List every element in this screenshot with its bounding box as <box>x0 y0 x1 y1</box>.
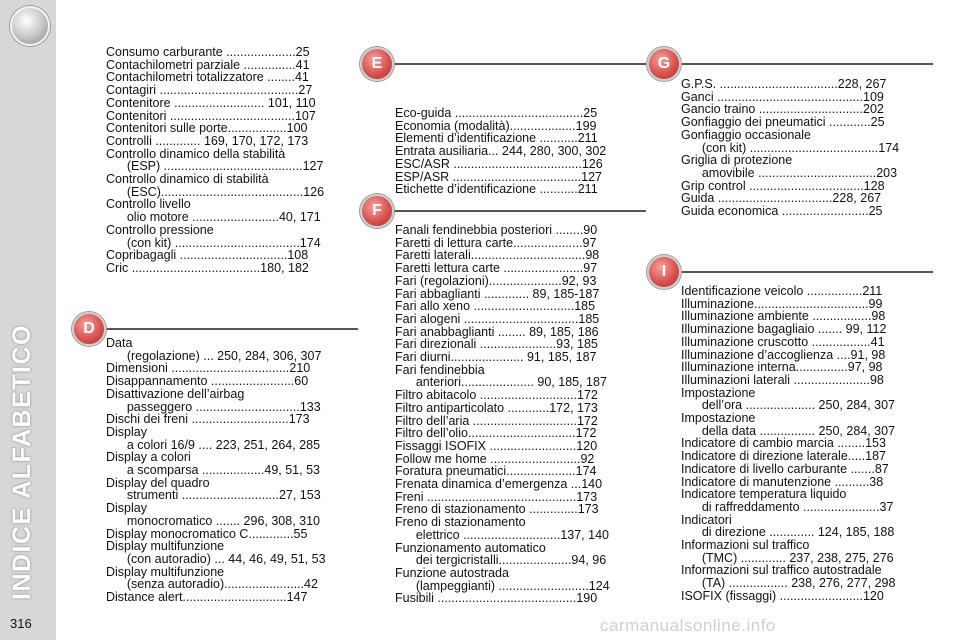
index-entry: Contachilometri parziale ...............41 <box>106 57 310 72</box>
index-entry: (senza autoradio).......................42 <box>106 577 318 592</box>
index-entry: (con kit) ....................................174 <box>106 235 321 250</box>
index-entry: ESC/ASR .....................................126 <box>395 156 603 171</box>
index-entry: Fari (regolazioni).....................92, 93 <box>395 273 597 288</box>
index-entry: Freno di stazionamento ..............173 <box>395 502 599 517</box>
index-entry: Fari anabbaglianti ........ 89, 185, 186 <box>395 324 599 339</box>
index-entry: Display multifunzione <box>106 564 225 579</box>
index-entry: Contenitori ....................................107 <box>106 108 316 123</box>
index-entry: a scomparsa ..................49, 51, 53 <box>106 463 320 478</box>
index-entry: Dimensioni ..................................210 <box>106 361 311 376</box>
index-section-e <box>395 107 625 196</box>
page-number: 316 <box>10 616 32 631</box>
watermark: carmanualsonline.info <box>600 616 776 635</box>
index-entry: Disappannamento ........................60 <box>106 374 309 389</box>
index-entry: Indicatore di direzione laterale.....187 <box>681 449 886 464</box>
section-letter-badge: F <box>360 194 394 228</box>
index-entry: ESP/ASR .....................................127 <box>395 169 603 184</box>
index-entry: Disattivazione dell’airbag <box>106 386 245 401</box>
index-entry: (con kit) .....................................174 <box>681 140 900 155</box>
brand-logo <box>10 6 50 46</box>
section-divider <box>665 271 933 273</box>
index-entry: dell’ora .................... 250, 284, 307 <box>681 398 896 413</box>
index-entry: (TA) ................. 238, 276, 277, 298 <box>681 576 896 591</box>
index-section-g <box>681 78 911 218</box>
index-entry: di raffreddamento ......................37 <box>681 499 894 514</box>
index-entry: Indicatori <box>681 512 732 527</box>
index-entry: Filtro dell’olio...............................172 <box>395 426 597 441</box>
index-entry: Fusibili ........................................190 <box>395 591 598 606</box>
index-entry: monocromatico ....... 296, 308, 310 <box>106 513 321 528</box>
index-entry: Freni ...........................................173 <box>395 489 598 504</box>
index-entry: Filtro dell’aria ..............................172 <box>395 413 598 428</box>
index-entry: Impostazione <box>681 411 756 426</box>
section-divider <box>378 63 646 65</box>
index-entry: (lampeggianti) ..........................124 <box>395 578 610 593</box>
section-letter-badge: I <box>647 255 681 289</box>
index-entry: Faretti laterali.................................98 <box>395 248 600 263</box>
index-entry: Griglia di protezione <box>681 153 793 168</box>
index-entry: Copribagagli ...............................108 <box>106 248 309 263</box>
index-entry: Illuminazione interna...............97, 98 <box>681 360 883 375</box>
index-section-i <box>681 285 911 603</box>
index-entry: Controllo dinamico di stabilità <box>106 172 269 187</box>
index-entry: Gonfiaggio dei pneumatici ............25 <box>681 115 885 130</box>
section-divider <box>378 210 646 212</box>
index-entry: Gancio traino ..............................202 <box>681 102 884 117</box>
index-entry: Indicatore di livello carburante .......87 <box>681 461 889 476</box>
index-entry: Indicatore temperatura liquido <box>681 487 847 502</box>
index-entry: olio motore .........................40, 171 <box>106 210 321 225</box>
index-section-d <box>106 337 336 604</box>
index-entry: Contagiri ........................................27 <box>106 83 313 98</box>
index-entry: Informazioni sul traffico <box>681 538 810 553</box>
index-entry: Display <box>106 501 147 516</box>
index-entry: Illuminazioni laterali ......................98 <box>681 372 884 387</box>
index-entry: Indicatore di manutenzione ..........38 <box>681 474 884 489</box>
index-entry: Eco-guida .....................................25 <box>395 106 598 120</box>
index-entry: Display del quadro <box>106 475 210 490</box>
index-entry: Faretti di lettura carte....................97 <box>395 235 597 250</box>
section-letter-badge: D <box>72 312 106 346</box>
index-entry: Impostazione <box>681 385 756 400</box>
index-entry: Etichette d’identificazione ...........211 <box>395 182 598 197</box>
index-entry: Guida .................................228, 267 <box>681 191 882 206</box>
index-entry: (con autoradio) ... 44, 46, 49, 51, 53 <box>106 551 326 566</box>
index-entry: amovibile ..................................203 <box>681 165 898 180</box>
index-entry: Illuminazione ambiente .................98 <box>681 309 886 324</box>
index-entry: Contenitore .......................... 101, 110 <box>106 95 316 110</box>
index-entry: (regolazione) ... 250, 284, 306, 307 <box>106 348 322 363</box>
index-entry: Fari fendinebbia <box>395 362 485 377</box>
index-entry: Filtro abitacolo ............................172 <box>395 388 598 403</box>
index-entry: Illuminazione bagagliaio ....... 99, 112 <box>681 322 887 337</box>
index-entry: Indicatore di cambio marcia ........153 <box>681 436 886 451</box>
index-entry: Controllo pressione <box>106 222 214 237</box>
index-entry: Fari direzionali ......................93, 185 <box>395 337 598 352</box>
index-entry: Fari allo xeno .............................185 <box>395 299 596 314</box>
index-entry: Faretti lettura carte .......................97 <box>395 261 598 276</box>
index-entry: Controllo livello <box>106 197 191 212</box>
index-entry: passeggero ..............................133 <box>106 399 321 414</box>
index-entry: Display multifunzione <box>106 539 225 554</box>
index-entry: strumenti ............................27, 153 <box>106 488 321 503</box>
index-entry: di direzione ............. 124, 185, 188 <box>681 525 895 540</box>
index-entry: G.P.S. ..................................228, 267 <box>681 77 887 91</box>
index-entry: Freno di stazionamento <box>395 515 526 530</box>
index-section-f <box>395 224 625 605</box>
index-entry: Identificazione veicolo ................211 <box>681 284 883 298</box>
index-title: INDICE ALFABETICO <box>8 324 36 600</box>
index-entry: Controllo dinamico della stabilità <box>106 146 286 161</box>
index-entry: Fari diurni..................... 91, 185, 187 <box>395 350 597 365</box>
index-entry: Gonfiaggio occasionale <box>681 127 811 142</box>
index-entry: Fari alogeni .................................185 <box>395 311 600 326</box>
index-entry: (ESP) ........................................127 <box>106 159 324 174</box>
index-entry: Foratura pneumatici....................174 <box>395 464 597 479</box>
section-divider <box>665 63 933 65</box>
index-entry: Ganci ..........................................109 <box>681 89 884 104</box>
index-entry: dei tergicristalli.....................94, 96 <box>395 553 607 568</box>
section-letter-badge: E <box>360 47 394 81</box>
index-entry: Frenata dinamica d’emergenza ...140 <box>395 477 603 492</box>
index-entry: della data ................ 250, 284, 307 <box>681 423 896 438</box>
index-entry: (TMC) ............. 237, 238, 275, 276 <box>681 550 894 565</box>
index-entry: Entrata ausiliaria... 244, 280, 300, 302 <box>395 144 607 159</box>
index-entry: Illuminazione.................................99 <box>681 296 883 311</box>
index-entry: Informazioni sul traffico autostradale <box>681 563 882 578</box>
section-divider <box>90 328 358 330</box>
index-entry: anteriori..................... 90, 185, 187 <box>395 375 607 390</box>
index-entry: elettrico ............................137, 140 <box>395 527 609 542</box>
index-entry: Funzione autostrada <box>395 565 509 580</box>
index-entry: Grip control .................................128 <box>681 178 885 193</box>
index-entry: (ESC).........................................126 <box>106 184 325 199</box>
index-entry: Follow me home ..........................92 <box>395 451 595 466</box>
index-entry: Fanali fendinebbia posteriori ........90 <box>395 223 598 237</box>
index-entry: Funzionamento automatico <box>395 540 546 555</box>
index-entry: Cric .....................................180, 182 <box>106 260 309 275</box>
index-entry: Illuminazione d’accoglienza ....91, 98 <box>681 347 886 362</box>
index-entry: Contenitori sulle porte.................100 <box>106 121 308 136</box>
sidebar <box>0 0 56 640</box>
index-entry: Controlli ............. 169, 170, 172, 173 <box>106 133 309 148</box>
index-section-c <box>106 46 336 275</box>
index-entry: Consumo carburante ....................25 <box>106 45 310 59</box>
index-entry: Filtro antiparticolato ............172, 173 <box>395 400 598 415</box>
index-entry: Guida economica .........................25 <box>681 204 883 219</box>
index-entry: a colori 16/9 .... 223, 251, 264, 285 <box>106 437 321 452</box>
index-entry: Illuminazione cruscotto .................41 <box>681 334 885 349</box>
index-entry: ISOFIX (fissaggi) ........................120 <box>681 588 884 603</box>
index-entry: Display <box>106 424 147 439</box>
index-entry: Contachilometri totalizzatore ........41 <box>106 70 309 85</box>
index-entry: Fissaggi ISOFIX .........................120 <box>395 438 598 453</box>
index-entry: Data <box>106 336 133 350</box>
index-entry: Fari abbaglianti ............. 89, 185-187 <box>395 286 600 301</box>
index-entry: Display a colori <box>106 450 191 465</box>
index-entry: Dischi dei freni ............................173 <box>106 412 310 427</box>
index-entry: Economia (modalità)...................199 <box>395 118 597 133</box>
section-letter-badge: G <box>647 47 681 81</box>
index-entry: Elementi d’identificazione ...........211 <box>395 131 598 146</box>
index-entry: Distance alert..............................147 <box>106 590 308 605</box>
index-entry: Display monocromatico C.............55 <box>106 526 308 541</box>
